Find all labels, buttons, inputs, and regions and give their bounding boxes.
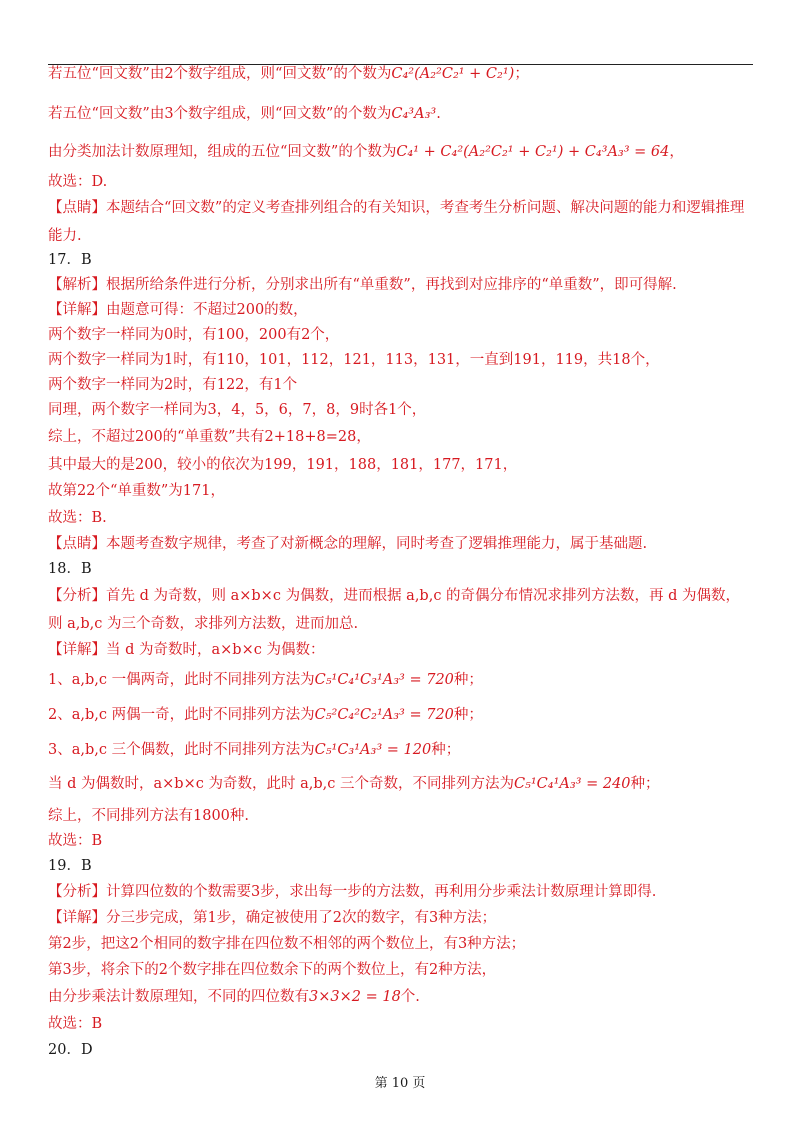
line-10: 两个数字一样同为1时，有110，101，112，121，113，131，一直到191，119，共18个， xyxy=(48,352,660,368)
page-footer: 第 10 页 xyxy=(374,1076,426,1091)
line-19: 【分析】首先 d 为奇数，则 a×b×c 为偶数，进而根据 a,b,c 的奇偶分布情况求排列方法数，再 d 为偶数，则 a,b,c 为三个奇数，求排列方法数，进而加总. xyxy=(48,588,741,632)
line-2: 若五位“回文数”由3个数字组成，则“回文数”的个数为C₄³A₃³. xyxy=(48,106,441,122)
line-28: 【分析】计算四位数的个数需要3步，求出每一步的方法数，再利用分步乘法计数原理计算即得. xyxy=(48,884,657,900)
line-26: 故选：B xyxy=(48,833,103,849)
line-32: 由分步乘法计数原理知，不同的四位数有3×3×2 = 18个. xyxy=(48,989,420,1005)
line-12: 同理，两个数字一样同为3，4，5，6，7，8，9时各1个， xyxy=(48,402,427,418)
line-25: 综上，不同排列方法有1800种. xyxy=(48,808,250,824)
line-5: 【点睛】本题结合“回文数”的定义考查排列组合的有关知识，考查考生分析问题、解决问题的能力和逻辑推理能力. xyxy=(48,200,745,244)
line-27: 19．B xyxy=(48,858,92,874)
line-33: 故选：B xyxy=(48,1016,103,1032)
line-15: 故第22个“单重数”为171， xyxy=(48,483,225,499)
line-29: 【详解】分三步完成，第1步，确定被使用了2次的数字，有3种方法； xyxy=(48,910,497,926)
line-4: 故选：D. xyxy=(48,174,108,190)
line-24: 当 d 为偶数时，a×b×c 为奇数，此时 a,b,c 三个奇数，不同排列方法为C₅¹C₄¹A₃³ = 240种； xyxy=(48,776,660,792)
line-1: 若五位“回文数”由2个数字组成，则“回文数”的个数为C₄²(A₂²C₂¹ + C₂¹)； xyxy=(48,66,529,82)
line-8: 【详解】由题意可得：不超过200的数， xyxy=(48,302,308,318)
line-31: 第3步，将余下的2个数字排在四位数余下的两个数位上，有2种方法， xyxy=(48,962,497,978)
line-11: 两个数字一样同为2时，有122，有1个 xyxy=(48,377,298,393)
line-7: 【解析】根据所给条件进行分析，分别求出所有“单重数”，再找到对应排序的“单重数”，即可得解. xyxy=(48,277,677,293)
line-16: 故选：B. xyxy=(48,510,107,526)
line-6: 17．B xyxy=(48,252,92,268)
line-17: 【点睛】本题考查数字规律，考查了对新概念的理解，同时考查了逻辑推理能力，属于基础题. xyxy=(48,536,648,552)
line-34: 20．D xyxy=(48,1042,93,1058)
line-20: 【详解】当 d 为奇数时，a×b×c 为偶数： xyxy=(48,642,325,658)
line-23: 3、a,b,c 三个偶数，此时不同排列方法为C₅¹C₃¹A₃³ = 120种； xyxy=(48,742,461,758)
line-18: 18．B xyxy=(48,561,92,577)
line-13: 综上，不超过200的“单重数”共有2+18+8=28， xyxy=(48,429,371,445)
line-3: 由分类加法计数原理知，组成的五位“回文数”的个数为C₄¹ + C₄²(A₂²C₂¹ + C₂¹) + C₄³A₃³ = 64， xyxy=(48,144,684,160)
line-30: 第2步，把这2个相同的数字排在四位数不相邻的两个数位上，有3种方法； xyxy=(48,936,526,952)
line-9: 两个数字一样同为0时，有100，200有2个， xyxy=(48,327,340,343)
line-22: 2、a,b,c 两偶一奇，此时不同排列方法为C₅²C₄²C₂¹A₃³ = 720种； xyxy=(48,707,483,723)
line-21: 1、a,b,c 一偶两奇，此时不同排列方法为C₅¹C₄¹C₃¹A₃³ = 720种； xyxy=(48,672,483,688)
line-14: 其中最大的是200，较小的依次为199，191，188，181，177，171， xyxy=(48,457,518,473)
